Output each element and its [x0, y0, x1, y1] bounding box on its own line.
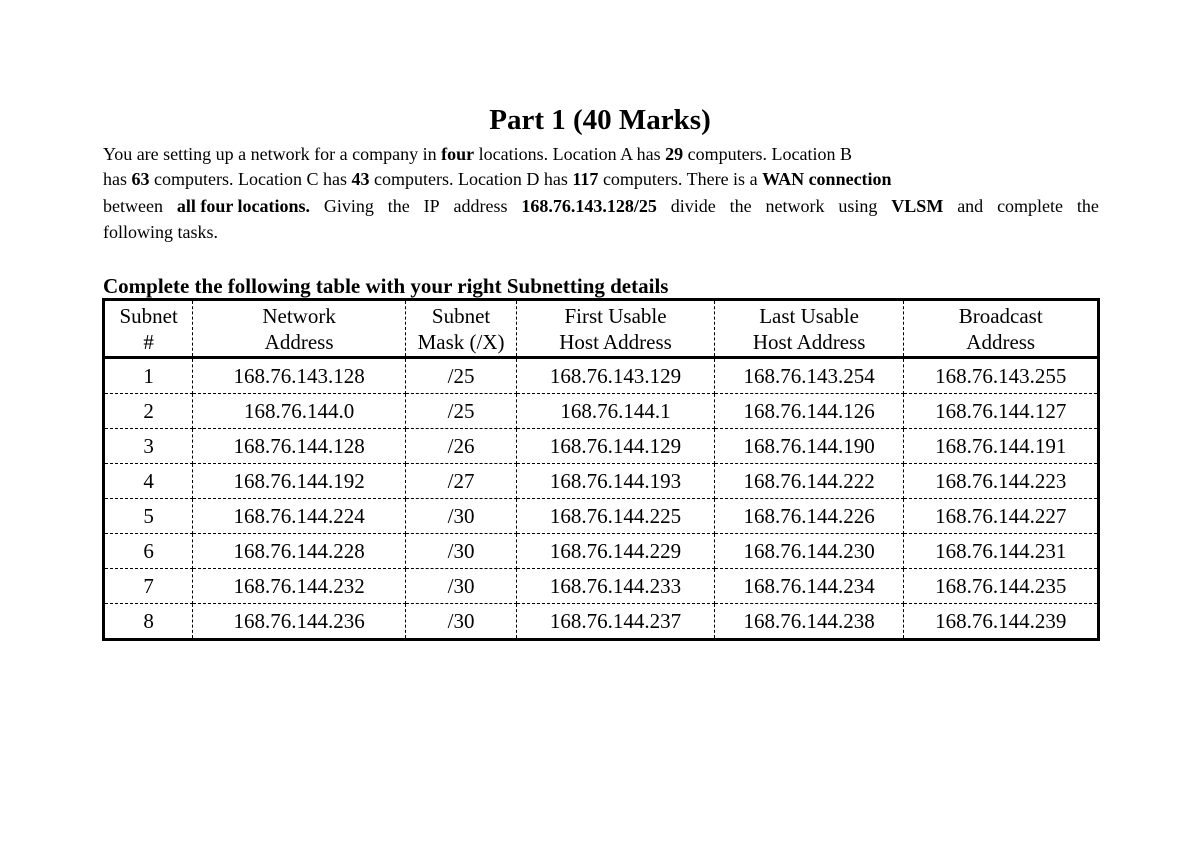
cell-subnet-number: 6 [104, 534, 193, 569]
intro-word: the [1076, 196, 1099, 216]
table-row [104, 358, 1099, 394]
intro-word: the [387, 196, 410, 216]
header-network-address: Network Address [193, 300, 406, 358]
cell-subnet-number: 4 [104, 464, 193, 499]
cell-network-address: 168.76.144.0 [193, 394, 406, 429]
header-last-usable: Last Usable Host Address [714, 300, 904, 358]
intro-line-3 [103, 193, 1099, 219]
cell-subnet-mask: /25 [405, 394, 516, 429]
header-broadcast: Broadcast Address [904, 300, 1099, 358]
intro-bold: 117 [572, 169, 599, 189]
intro-word: using [838, 196, 878, 216]
cell-last-usable: 168.76.144.190 [714, 429, 904, 464]
intro-bold: four [441, 144, 475, 164]
cell-first-usable: 168.76.144.237 [517, 604, 715, 640]
cell-subnet-mask: /30 [405, 534, 516, 569]
cell-first-usable: 168.76.143.129 [517, 358, 715, 394]
cell-last-usable: 168.76.144.126 [714, 394, 904, 429]
cell-subnet-number: 5 [104, 499, 193, 534]
cell-network-address: 168.76.144.232 [193, 569, 406, 604]
cell-broadcast: 168.76.144.227 [904, 499, 1099, 534]
cell-broadcast: 168.76.144.191 [904, 429, 1099, 464]
header-subnet-mask: Subnet Mask (/X) [405, 300, 516, 358]
cell-subnet-number: 3 [104, 429, 193, 464]
header-subnet-number: Subnet # [104, 300, 193, 358]
cell-subnet-mask: /27 [405, 464, 516, 499]
cell-subnet-mask: /25 [405, 358, 516, 394]
intro-text: computers. Location C has [149, 169, 352, 189]
cell-broadcast: 168.76.143.255 [904, 358, 1099, 394]
intro-word: network [765, 196, 825, 216]
intro-text: locations. Location A has [474, 144, 666, 164]
header-first-usable: First Usable Host Address [517, 300, 715, 358]
cell-first-usable: 168.76.144.193 [517, 464, 715, 499]
intro-word: the [729, 196, 752, 216]
cell-network-address: 168.76.144.228 [193, 534, 406, 569]
intro-word: Giving [323, 196, 374, 216]
cell-last-usable: 168.76.144.222 [714, 464, 904, 499]
cell-subnet-number: 1 [104, 358, 193, 394]
cell-subnet-mask: /30 [405, 569, 516, 604]
cell-last-usable: 168.76.143.254 [714, 358, 904, 394]
intro-text: computers. Location B [683, 144, 853, 164]
intro-text: computers. Location D has [369, 169, 573, 189]
subnet-table [102, 298, 1100, 641]
intro-text: has [103, 169, 132, 189]
intro-word: between [103, 196, 163, 216]
intro-word: IP [423, 196, 440, 216]
cell-subnet-mask: /26 [405, 429, 516, 464]
cell-network-address: 168.76.144.224 [193, 499, 406, 534]
intro-text: computers. There is a [598, 169, 763, 189]
cell-subnet-mask: /30 [405, 499, 516, 534]
cell-subnet-mask: /30 [405, 604, 516, 640]
table-row [104, 534, 1099, 569]
cell-last-usable: 168.76.144.234 [714, 569, 904, 604]
intro-bold: 168.76.143.128/25 [521, 196, 657, 216]
table-row [104, 394, 1099, 429]
cell-last-usable: 168.76.144.226 [714, 499, 904, 534]
cell-broadcast: 168.76.144.223 [904, 464, 1099, 499]
table-row [104, 604, 1099, 640]
table-caption: Complete the following table with your right Subnetting details [103, 274, 669, 298]
intro-bold: VLSM [891, 196, 944, 216]
intro-bold: WAN connection [762, 169, 892, 189]
table-row [104, 569, 1099, 604]
intro-bold: 43 [351, 169, 370, 189]
cell-subnet-number: 8 [104, 604, 193, 640]
cell-first-usable: 168.76.144.233 [517, 569, 715, 604]
cell-first-usable: 168.76.144.225 [517, 499, 715, 534]
table-row [104, 464, 1099, 499]
cell-last-usable: 168.76.144.230 [714, 534, 904, 569]
cell-broadcast: 168.76.144.127 [904, 394, 1099, 429]
table-header-row [104, 300, 1099, 358]
cell-subnet-number: 2 [104, 394, 193, 429]
page-title: Part 1 (40 Marks) [489, 104, 711, 136]
cell-first-usable: 168.76.144.129 [517, 429, 715, 464]
cell-network-address: 168.76.144.128 [193, 429, 406, 464]
intro-bold: all four locations. [176, 196, 311, 216]
cell-network-address: 168.76.144.192 [193, 464, 406, 499]
intro-line-4: following tasks. [103, 222, 218, 242]
intro-bold: 29 [665, 144, 684, 164]
cell-subnet-number: 7 [104, 569, 193, 604]
cell-broadcast: 168.76.144.231 [904, 534, 1099, 569]
intro-bold: 63 [131, 169, 150, 189]
intro-word: address [453, 196, 508, 216]
intro-word: divide [670, 196, 716, 216]
cell-network-address: 168.76.144.236 [193, 604, 406, 640]
cell-broadcast: 168.76.144.239 [904, 604, 1099, 640]
intro-line-2 [103, 166, 1099, 192]
intro-line-1 [103, 141, 1099, 167]
intro-word: complete [997, 196, 1064, 216]
table-row [104, 499, 1099, 534]
intro-word: and [957, 196, 984, 216]
cell-first-usable: 168.76.144.229 [517, 534, 715, 569]
cell-network-address: 168.76.143.128 [193, 358, 406, 394]
cell-last-usable: 168.76.144.238 [714, 604, 904, 640]
intro-text: You are setting up a network for a company in [103, 144, 442, 164]
cell-broadcast: 168.76.144.235 [904, 569, 1099, 604]
table-row [104, 429, 1099, 464]
cell-first-usable: 168.76.144.1 [517, 394, 715, 429]
